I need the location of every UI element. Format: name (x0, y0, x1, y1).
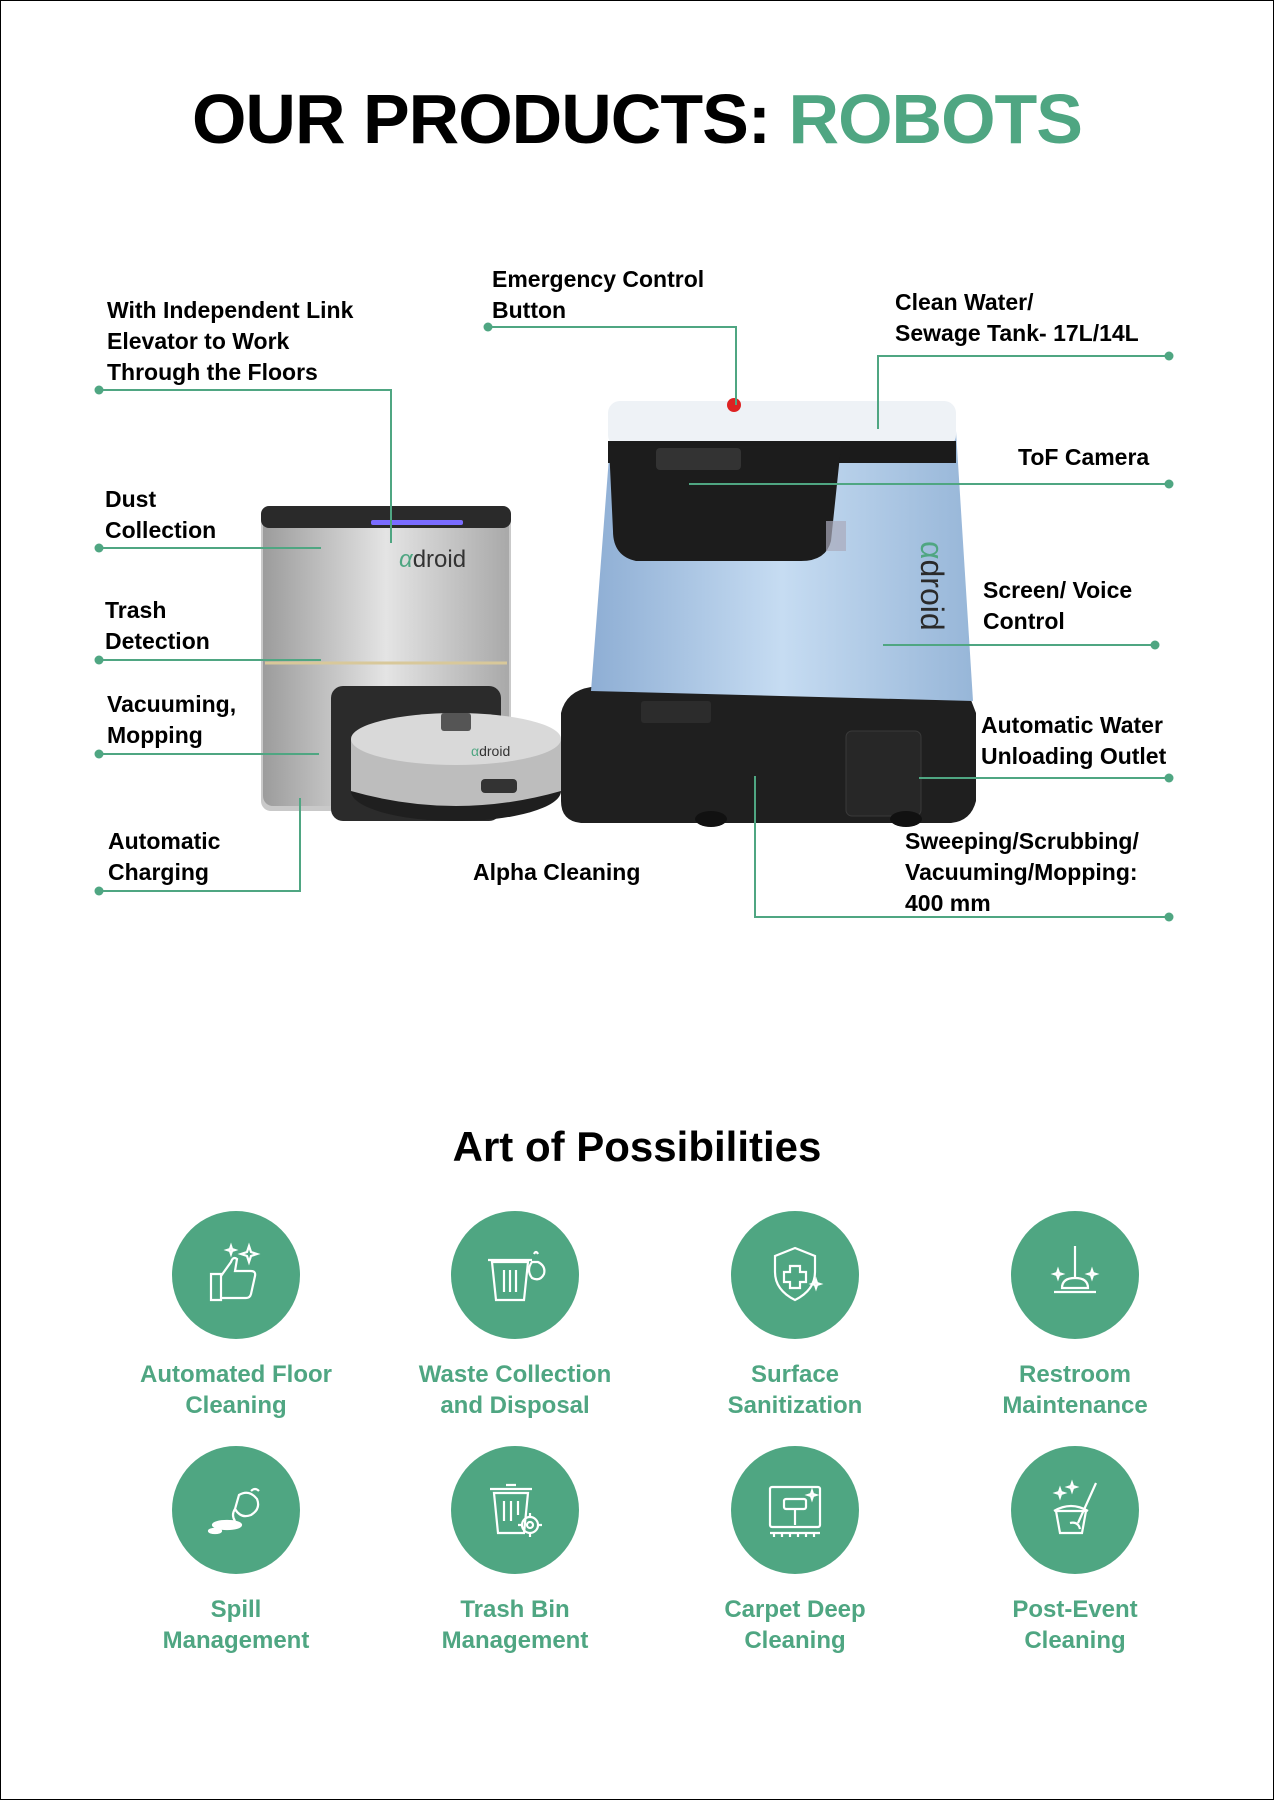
possibility-post-event-cleaning: Post-Event Cleaning (950, 1446, 1200, 1656)
trash-bag-icon (480, 1240, 550, 1310)
possibility-label: Post-Event (1012, 1596, 1138, 1623)
spill-cup-icon (201, 1475, 271, 1545)
possibility-spill-management: Spill Management (111, 1446, 361, 1656)
callout-sweeping-width: Sweeping/Scrubbing/ Vacuuming/Mopping: 400 mm (905, 828, 1139, 916)
possibility-label: Spill (210, 1596, 262, 1623)
possibility-trash-bin-management: Trash Bin Management (390, 1446, 640, 1656)
station-brand-mark: α (399, 546, 413, 573)
round-robot-image (351, 713, 561, 821)
possibility-label: Waste Collection (418, 1361, 612, 1388)
possibility-label: Carpet Deep (724, 1596, 866, 1623)
possibility-label: Restroom (1018, 1361, 1132, 1388)
shield-sparkle-icon (760, 1240, 830, 1310)
large-robot-image (561, 398, 976, 827)
callout-water-tank: Clean Water/ Sewage Tank- 17L/14L (895, 289, 1139, 346)
station-brand-text: droid (412, 546, 467, 573)
possibility-label: Automated Floor (140, 1361, 332, 1388)
carpet-vacuum-icon (760, 1475, 830, 1545)
possibility-carpet-deep-cleaning: Carpet Deep Cleaning (670, 1446, 920, 1656)
product-diagram (1, 1, 1273, 961)
svg-text:αdroid (399, 546, 466, 573)
possibility-waste-collection: Waste Collection and Disposal (390, 1211, 640, 1421)
svg-text:αdroid: αdroid (471, 743, 511, 759)
callout-trash-detection: Trash Detection (105, 597, 210, 654)
bin-gear-icon (480, 1475, 550, 1545)
possibility-label: Trash Bin (460, 1596, 570, 1623)
callout-alpha-cleaning: Alpha Cleaning (473, 859, 641, 885)
callout-elevator: With Independent Link Elevator to Work Through the Floors (107, 297, 354, 385)
section-title: Art of Possibilities (452, 1123, 822, 1170)
callout-dust-collection: Dust Collection (105, 486, 217, 543)
callout-water-outlet: Automatic Water Unloading Outlet (981, 712, 1167, 769)
possibility-surface-sanitization: Surface Sanitization (670, 1211, 920, 1421)
title-main: OUR PRODUCTS: (191, 80, 771, 158)
possibility-automated-floor-cleaning: Automated Floor Cleaning (111, 1211, 361, 1421)
possibility-label: Surface (750, 1361, 840, 1388)
thumbs-up-sparkle-icon (201, 1240, 271, 1310)
title-accent: ROBOTS (788, 80, 1082, 158)
callout-charging: Automatic Charging (108, 828, 221, 885)
callout-emergency-button: Emergency Control Button (492, 266, 705, 323)
callout-vacuum-mop: Vacuuming, Mopping (107, 691, 237, 748)
bucket-mop-icon (1040, 1475, 1110, 1545)
possibility-restroom-maintenance: Restroom Maintenance (950, 1211, 1200, 1421)
callout-screen-voice: Screen/ Voice Control (983, 577, 1133, 634)
callout-tof-camera: ToF Camera (1018, 444, 1150, 470)
plunger-icon (1040, 1240, 1110, 1310)
svg-text:αdroid: αdroid (914, 541, 950, 631)
